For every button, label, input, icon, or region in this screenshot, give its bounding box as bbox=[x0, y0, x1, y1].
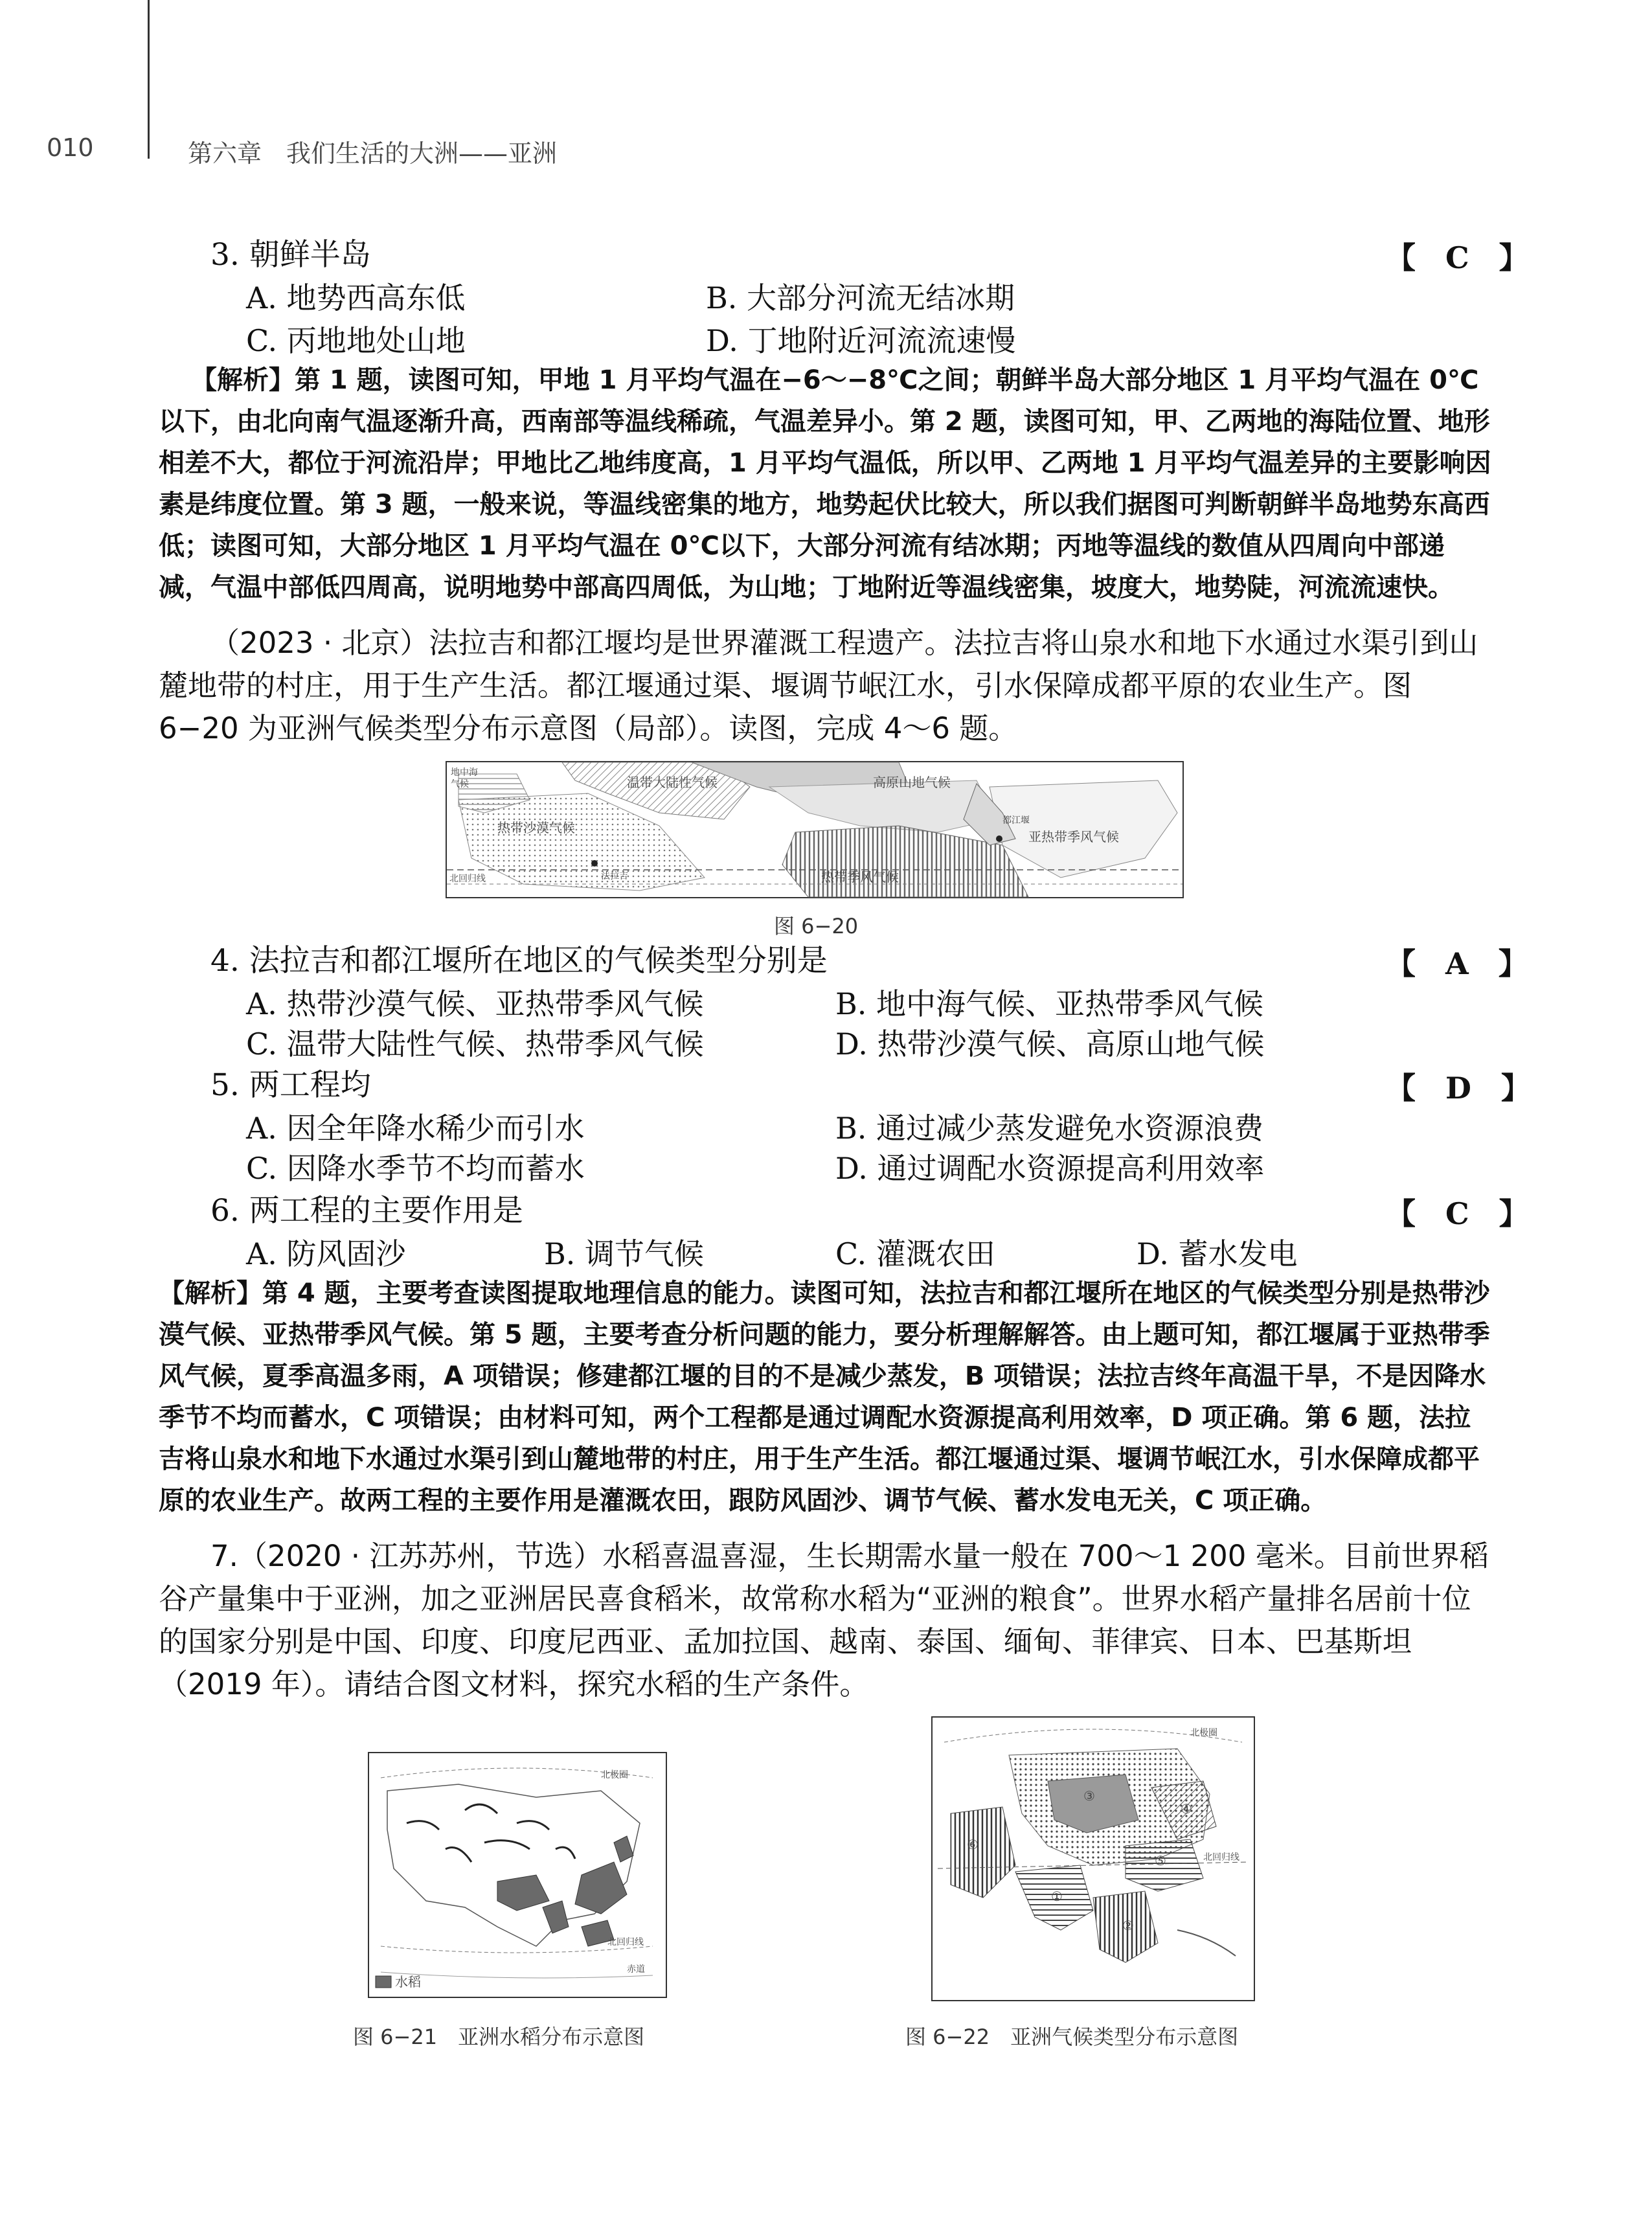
figure-6-21 bbox=[368, 1752, 667, 1998]
intro-q4-6: （2023 · 北京）法拉吉和都江堰均是世界灌溉工程遗产。法拉吉将山泉水和地下水通过水渠引到山麓地带的村庄，用于生产生活。都江堰通过渠、堰调节岷江水，引水保障成都平原的农业生产。图 6−20 为亚洲气候类型分布示意图（局部）。读图，完成 4～6 题。 bbox=[159, 626, 1478, 745]
label-equator-621: 赤道 bbox=[627, 1964, 645, 1975]
header-vertical-rule bbox=[148, 0, 150, 159]
figure-6-20 bbox=[446, 761, 1184, 898]
q6-answer: 【 C 】 bbox=[1386, 1196, 1529, 1231]
q4-option-d: D. 热带沙漠气候、高原山地气候 bbox=[835, 1027, 1265, 1062]
q6-option-c: C. 灌溉农田 bbox=[835, 1236, 995, 1271]
q5-option-d: D. 通过调配水资源提高利用效率 bbox=[835, 1151, 1265, 1186]
label-faraji: 法拉吉 bbox=[601, 871, 628, 881]
q4-answer: 【 A 】 bbox=[1386, 946, 1528, 981]
figure-6-21-caption: 图 6−21 亚洲水稻分布示意图 bbox=[353, 2025, 645, 2049]
figure-6-22-caption: 图 6−22 亚洲气候类型分布示意图 bbox=[905, 2025, 1239, 2049]
label-arctic-622: 北极圈 bbox=[1190, 1728, 1217, 1738]
label-tropical-desert: 热带沙漠气候 bbox=[497, 820, 575, 835]
q4-stem: 4. 法拉吉和都江堰所在地区的气候类型分别是 bbox=[210, 943, 828, 979]
label-tropical-monsoon: 热带季风气候 bbox=[821, 869, 899, 885]
label-tropic-of-cancer: 北回归线 bbox=[449, 874, 486, 884]
legend-rice-swatch bbox=[376, 1976, 391, 1988]
label-temperate-continental: 温带大陆性气候 bbox=[627, 775, 718, 790]
q3-option-b: B. 大部分河流无结冰期 bbox=[706, 280, 1015, 315]
label-subtropical-monsoon: 亚热带季风气候 bbox=[1028, 829, 1119, 845]
label-mediterranean: 地中海 bbox=[451, 767, 478, 778]
q5-option-c: C. 因降水季节不均而蓄水 bbox=[246, 1151, 585, 1186]
map-asia-climate bbox=[931, 1716, 1255, 2001]
map-rice-distribution bbox=[368, 1752, 667, 1998]
label-zone-3: ③ bbox=[1083, 1788, 1095, 1804]
label-zone-1: ① bbox=[1051, 1889, 1063, 1904]
label-mediterranean-2: 气候 bbox=[451, 779, 469, 789]
page-number: 010 bbox=[47, 133, 94, 162]
q3-option-d: D. 丁地附近河流流速慢 bbox=[706, 323, 1016, 358]
label-dujiangyan: 都江堰 bbox=[1002, 815, 1030, 826]
label-zone-6: ⑥ bbox=[967, 1837, 979, 1852]
figure-6-22 bbox=[931, 1716, 1255, 2001]
q3-stem: 3. 朝鲜半岛 bbox=[210, 237, 371, 273]
analysis-q1-3: 【解析】第 1 题，读图可知，甲地 1 月平均气温在−6～−8℃之间；朝鲜半岛大部分地区 1 月平均气温在 0℃以下，由北向南气温逐渐升高，西南部等温线稀疏，气温差异小。第 2 题，读图可知，甲、乙两地的海陆位置、地形相差不大，都位于河流沿岸；甲地比乙地纬度高，1 月平均气温低，所以甲、乙两地 1 月平均气温差异的主要影响因素是纬度位置。第 3 题，一般来说，等温线密集的地方，地势起伏比较大，所以我们据图可判断朝鲜半岛地势东高西低；读图可知，大部分地区 1 月平均气温在 0℃以下，大部分河流有结冰期；丙地等温线的数值从四周向中部递减，气温中部低四周高，说明地势中部高四周低，为山地；丁地附近等温线密集，坡度大，地势陡，河流流速快。 bbox=[159, 365, 1491, 602]
figure-6-20-caption: 图 6−20 bbox=[774, 914, 859, 938]
q4-option-b: B. 地中海气候、亚热带季风气候 bbox=[835, 986, 1264, 1021]
q5-option-a: A. 因全年降水稀少而引水 bbox=[246, 1111, 585, 1146]
q3-option-a: A. 地势西高东低 bbox=[246, 280, 466, 315]
label-plateau-mountain: 高原山地气候 bbox=[873, 775, 951, 790]
q5-stem: 5. 两工程均 bbox=[210, 1067, 371, 1103]
label-zone-2: ② bbox=[1122, 1918, 1134, 1933]
label-tropic-622: 北回归线 bbox=[1203, 1852, 1239, 1863]
q4-option-a: A. 热带沙漠气候、亚热带季风气候 bbox=[246, 986, 704, 1021]
q6-option-a: A. 防风固沙 bbox=[246, 1236, 406, 1271]
chapter-title: 第六章 我们生活的大洲——亚洲 bbox=[188, 139, 558, 168]
q6-option-d: D. 蓄水发电 bbox=[1137, 1236, 1298, 1271]
label-tropic-621: 北回归线 bbox=[607, 1937, 644, 1948]
q7-stem: 7.（2020 · 江苏苏州，节选）水稻喜温喜湿，生长期需水量一般在 700～1 200 毫米。目前世界稻谷产量集中于亚洲，加之亚洲居民喜食稻米，故常称水稻为“亚洲的粮食”。世界水稻产量排名居前十位的国家分别是中国、印度、印度尼西亚、孟加拉国、越南、泰国、缅甸、菲律宾、日本、巴基斯坦（2019 年）。请结合图文材料，探究水稻的生产条件。 bbox=[159, 1539, 1489, 1701]
q5-answer: 【 D 】 bbox=[1386, 1071, 1531, 1106]
q3-option-c: C. 丙地地处山地 bbox=[246, 323, 466, 358]
q6-stem: 6. 两工程的主要作用是 bbox=[210, 1193, 523, 1229]
label-zone-4: ④ bbox=[1181, 1801, 1192, 1817]
q5-option-b: B. 通过减少蒸发避免水资源浪费 bbox=[835, 1111, 1264, 1146]
label-arctic-circle-621: 北极圈 bbox=[601, 1770, 628, 1780]
q6-option-b: B. 调节气候 bbox=[544, 1236, 705, 1271]
analysis-q4-6: 【解析】第 4 题，主要考查读图提取地理信息的能力。读图可知，法拉吉和都江堰所在地区的气候类型分别是热带沙漠气候、亚热带季风气候。第 5 题，主要考查分析问题的能力，要分析理解解答。由上题可知，都江堰属于亚热带季风气候，夏季高温多雨，A 项错误；修建都江堰的目的不是减少蒸发，B 项错误；法拉吉终年高温干旱，不是因降水季节不均而蓄水，C 项错误；由材料可知，两个工程都是通过调配水资源提高利用效率，D 项正确。第 6 题，法拉吉将山泉水和地下水通过水渠引到山麓地带的村庄，用于生产生活。都江堰通过渠、堰调节岷江水，引水保障成都平原的农业生产。故两工程的主要作用是灌溉农田，跟防风固沙、调节气候、蓄水发电无关，C 项正确。 bbox=[159, 1278, 1490, 1516]
q3-answer: 【 C 】 bbox=[1386, 240, 1529, 275]
q4-option-c: C. 温带大陆性气候、热带季风气候 bbox=[246, 1027, 704, 1062]
label-zone-5: ⑤ bbox=[1155, 1853, 1166, 1868]
legend-rice-label: 水稻 bbox=[395, 1974, 421, 1990]
map-climate-partial bbox=[446, 761, 1184, 898]
